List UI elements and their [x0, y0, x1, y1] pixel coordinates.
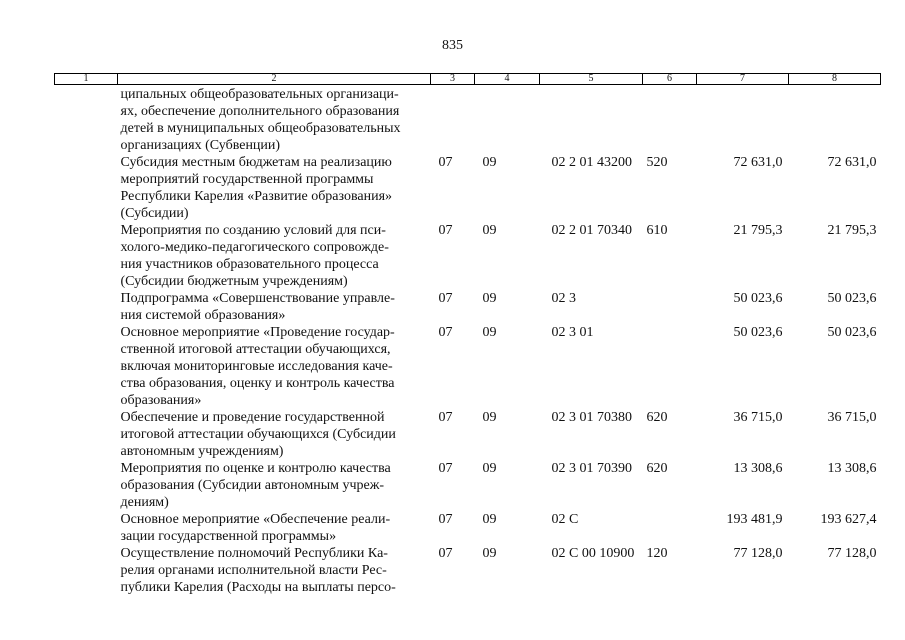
empty-cell [55, 154, 118, 222]
table-row [55, 409, 881, 460]
expense-name-line: дениям) [120, 495, 169, 510]
expense-name [118, 545, 431, 596]
target-article-code: 02 3 01 70390 [551, 461, 632, 476]
subsection-code: 09 [482, 410, 497, 425]
expense-type-code: 620 [646, 461, 668, 476]
empty-cell [55, 324, 118, 409]
expense-name-line: Подпрограмма «Совершенствование управле- [120, 291, 395, 306]
expense-name-line: публики Карелия (Расходы на выплаты персо- [120, 580, 396, 595]
amount-year-1: 72 631,0 [733, 155, 783, 170]
subsection-code: 09 [482, 155, 497, 170]
expense-name-line: мероприятий государственной программы [120, 172, 374, 187]
expense-type-code: 120 [646, 546, 668, 561]
expense-name [118, 460, 431, 511]
table-row [55, 545, 881, 596]
amount-year-1: 36 715,0 [733, 410, 783, 425]
expense-name-line: Мероприятия по созданию условий для пси- [120, 223, 386, 238]
target-article-code [540, 85, 643, 155]
expense-name-line: ципальных общеобразовательных организаци- [120, 87, 399, 102]
amount-year-1 [697, 85, 789, 155]
expense-name-line: образования» [120, 393, 202, 408]
section-code: 07 [438, 155, 453, 170]
table-row [55, 85, 881, 155]
amount-year-2: 50 023,6 [827, 325, 877, 340]
amount-year-1: 77 128,0 [733, 546, 783, 561]
empty-cell [55, 460, 118, 511]
expense-name-line: зации государственной программы» [120, 529, 337, 544]
table-row [55, 460, 881, 511]
expense-name-line: Основное мероприятие «Обеспечение реали- [120, 512, 391, 527]
column-number-3: 3 [431, 74, 475, 85]
expense-name [118, 324, 431, 409]
subsection-code: 09 [482, 546, 497, 561]
page-number: 835 [442, 38, 463, 53]
amount-year-1: 13 308,6 [733, 461, 783, 476]
expense-name-line: (Субсидии бюджетным учреждениям) [120, 274, 348, 289]
amount-year-2 [789, 85, 881, 155]
empty-cell [55, 511, 118, 545]
expense-name [118, 85, 431, 155]
expense-name-line: Осуществление полномочий Республики Ка- [120, 546, 388, 561]
section-code: 07 [438, 410, 453, 425]
amount-year-2: 13 308,6 [827, 461, 877, 476]
budget-table [54, 73, 881, 596]
table-row [55, 222, 881, 290]
expense-name-line: ства образования, оценку и контроль качества [120, 376, 395, 391]
expense-name-line: итоговой аттестации обучающихся (Субсидии [120, 427, 396, 442]
empty-cell [55, 222, 118, 290]
expense-type-code: 610 [646, 223, 668, 238]
section-code: 07 [438, 223, 453, 238]
column-number-8: 8 [789, 74, 881, 85]
expense-name [118, 290, 431, 324]
column-number-2: 2 [118, 74, 431, 85]
expense-name-line: ственной итоговой аттестации обучающихся, [120, 342, 391, 357]
amount-year-2: 21 795,3 [827, 223, 877, 238]
section-code [431, 85, 475, 155]
target-article-code: 02 2 01 70340 [551, 223, 632, 238]
expense-name-line: включая мониторинговые исследования каче- [120, 359, 393, 374]
amount-year-2: 193 627,4 [820, 512, 877, 527]
column-number-4: 4 [475, 74, 540, 85]
target-article-code: 02 2 01 43200 [551, 155, 632, 170]
expense-name [118, 154, 431, 222]
empty-cell [55, 545, 118, 596]
section-code: 07 [438, 325, 453, 340]
amount-year-1: 21 795,3 [733, 223, 783, 238]
column-number-7: 7 [697, 74, 789, 85]
expense-name-line: детей в муниципальных общеобразовательных [120, 121, 401, 136]
expense-type-code [643, 85, 697, 155]
expense-name [118, 222, 431, 290]
subsection-code: 09 [482, 325, 497, 340]
target-article-code: 02 3 [551, 291, 576, 306]
target-article-code: 02 С 00 10900 [551, 546, 635, 561]
column-number-6: 6 [643, 74, 697, 85]
target-article-code: 02 С [551, 512, 579, 527]
section-code: 07 [438, 461, 453, 476]
target-article-code: 02 3 01 [551, 325, 594, 340]
expense-name-line: (Субсидии) [120, 206, 189, 221]
amount-year-1: 193 481,9 [726, 512, 783, 527]
expense-type-code [643, 511, 697, 545]
expense-type-code [643, 290, 697, 324]
expense-name-line: ния участников образовательного процесса [120, 257, 379, 272]
table-row [55, 324, 881, 409]
section-code: 07 [438, 291, 453, 306]
amount-year-2: 77 128,0 [827, 546, 877, 561]
expense-name-line: Обеспечение и проведение государственной [120, 410, 385, 425]
empty-cell [55, 290, 118, 324]
expense-name-line: релия органами исполнительной власти Рес- [120, 563, 387, 578]
amount-year-2: 50 023,6 [827, 291, 877, 306]
expense-name [118, 409, 431, 460]
amount-year-1: 50 023,6 [733, 325, 783, 340]
expense-type-code [643, 324, 697, 409]
table-body [55, 85, 881, 597]
amount-year-2: 72 631,0 [827, 155, 877, 170]
subsection-code: 09 [482, 223, 497, 238]
subsection-code: 09 [482, 291, 497, 306]
expense-name-line: организациях (Субвенции) [120, 138, 281, 153]
section-code: 07 [438, 546, 453, 561]
amount-year-1: 50 023,6 [733, 291, 783, 306]
subsection-code: 09 [482, 461, 497, 476]
expense-name-line: образования (Субсидии автономным учреж- [120, 478, 385, 493]
amount-year-2: 36 715,0 [827, 410, 877, 425]
expense-type-code: 620 [646, 410, 668, 425]
empty-cell [55, 85, 118, 155]
expense-name-line: Субсидия местным бюджетам на реализацию [120, 155, 392, 170]
table-header [55, 74, 881, 85]
table-row [55, 511, 881, 545]
expense-name-line: Мероприятия по оценке и контролю качества [120, 461, 391, 476]
target-article-code: 02 3 01 70380 [551, 410, 632, 425]
table-row [55, 154, 881, 222]
expense-name-line: Основное мероприятие «Проведение государ- [120, 325, 395, 340]
subsection-code [475, 85, 540, 155]
column-number-5: 5 [540, 74, 643, 85]
subsection-code: 09 [482, 512, 497, 527]
expense-name-line: ях, обеспечение дополнительного образования [120, 104, 400, 119]
column-number-1: 1 [55, 74, 118, 85]
expense-name-line: ния системой образования» [120, 308, 286, 323]
expense-name-line: автономным учреждениям) [120, 444, 284, 459]
section-code: 07 [438, 512, 453, 527]
expense-name [118, 511, 431, 545]
table-row [55, 290, 881, 324]
expense-name-line: холого-медико-педагогического сопровожде- [120, 240, 389, 255]
expense-type-code: 520 [646, 155, 668, 170]
expense-name-line: Республики Карелия «Развитие образования» [120, 189, 393, 204]
empty-cell [55, 409, 118, 460]
